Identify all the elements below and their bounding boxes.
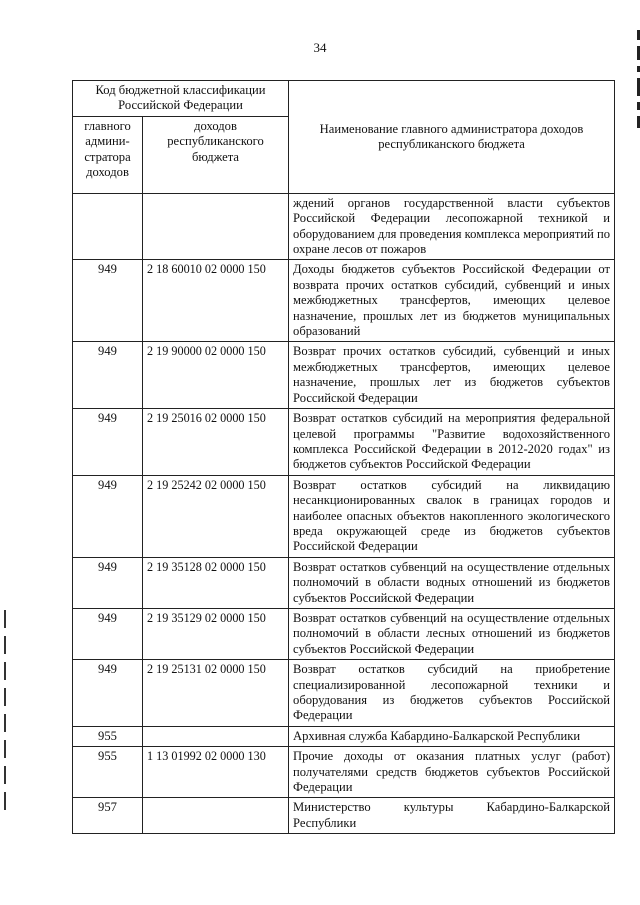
table-row [73, 193, 615, 260]
income-name: Архивная служба Кабардино-Балкарской Республики [289, 726, 615, 746]
income-code: 2 19 90000 02 0000 150 [143, 342, 289, 409]
header-name-column: Наименование главного администратора доходов республиканского бюджета [289, 81, 615, 194]
admin-code: 949 [73, 260, 143, 342]
admin-code: 949 [73, 475, 143, 557]
admin-code: 955 [73, 747, 143, 798]
income-code [143, 726, 289, 746]
scan-left-marks [4, 610, 7, 818]
budget-classification-table [72, 80, 615, 834]
income-name: Возврат остатков субсидий на приобретение специализированной лесопожарной техники и оборудования из бюджетов субъектов Российской Федерации [289, 660, 615, 727]
table-row [73, 342, 615, 409]
income-name: Министерство культуры Кабардино-Балкарской Республики [289, 798, 615, 834]
income-code: 1 13 01992 02 0000 130 [143, 747, 289, 798]
page-number: 34 [313, 40, 327, 55]
income-name: ждений органов государственной власти субъектов Российской Федерации лесопожарной техникой и оборудованием для проведения комплекса мероприятий по охране лесов от пожаров [289, 193, 615, 260]
table-row [73, 557, 615, 608]
admin-code: 949 [73, 557, 143, 608]
admin-code: 955 [73, 726, 143, 746]
income-name: Возврат остатков субвенций на осуществление отдельных полномочий в области лесных отношений из бюджетов субъектов Российской Федерации [289, 608, 615, 659]
header-income-column: доходов республиканского бюджета [143, 116, 289, 193]
header-group-title: Код бюджетной классификации Российской Федерации [73, 81, 289, 117]
table-row [73, 798, 615, 834]
admin-code: 949 [73, 660, 143, 727]
income-code: 2 19 25016 02 0000 150 [143, 409, 289, 476]
admin-code: 949 [73, 342, 143, 409]
income-code: 2 19 35129 02 0000 150 [143, 608, 289, 659]
header-row-top [73, 81, 615, 117]
header-admin-column: главного админи-стратора доходов [73, 116, 143, 193]
table-row [73, 409, 615, 476]
income-code: 2 19 25131 02 0000 150 [143, 660, 289, 727]
income-name: Возврат остатков субсидий на ликвидацию несанкционированных свалок в границах городов и наиболее опасных объектов накопленного экологического вреда окружающей среде из бюджетов субъектов Российской Федерации [289, 475, 615, 557]
income-code [143, 193, 289, 260]
income-name: Возврат прочих остатков субсидий, субвенций и иных межбюджетных трансфертов, имеющих целевое назначение, прошлых лет из бюджетов субъектов Российской Федерации [289, 342, 615, 409]
admin-code [73, 193, 143, 260]
table-row [73, 260, 615, 342]
admin-code: 957 [73, 798, 143, 834]
income-code: 2 19 25242 02 0000 150 [143, 475, 289, 557]
table-row [73, 747, 615, 798]
admin-code: 949 [73, 409, 143, 476]
income-name: Возврат остатков субсидий на мероприятия федеральной целевой программы "Развитие водохозяйственного комплекса Российской Федерации в 2012-2020 годах" из бюджетов субъектов Российской Федерации [289, 409, 615, 476]
income-code: 2 19 35128 02 0000 150 [143, 557, 289, 608]
income-name: Доходы бюджетов субъектов Российской Федерации от возврата прочих остатков субсидий, субвенций и иных межбюджетных трансфертов, имеющих целевое назначение, прошлых лет из бюджетов муниципальных образований [289, 260, 615, 342]
table-row [73, 475, 615, 557]
income-code: 2 18 60010 02 0000 150 [143, 260, 289, 342]
table-body [73, 193, 615, 833]
income-code [143, 798, 289, 834]
admin-code: 949 [73, 608, 143, 659]
income-name: Возврат остатков субвенций на осуществление отдельных полномочий в области водных отношений из бюджетов субъектов Российской Федерации [289, 557, 615, 608]
table-row [73, 660, 615, 727]
income-name: Прочие доходы от оказания платных услуг (работ) получателями средств бюджетов субъектов Российской Федерации [289, 747, 615, 798]
table-row [73, 726, 615, 746]
table-row [73, 608, 615, 659]
scan-edge-marks [634, 30, 640, 180]
